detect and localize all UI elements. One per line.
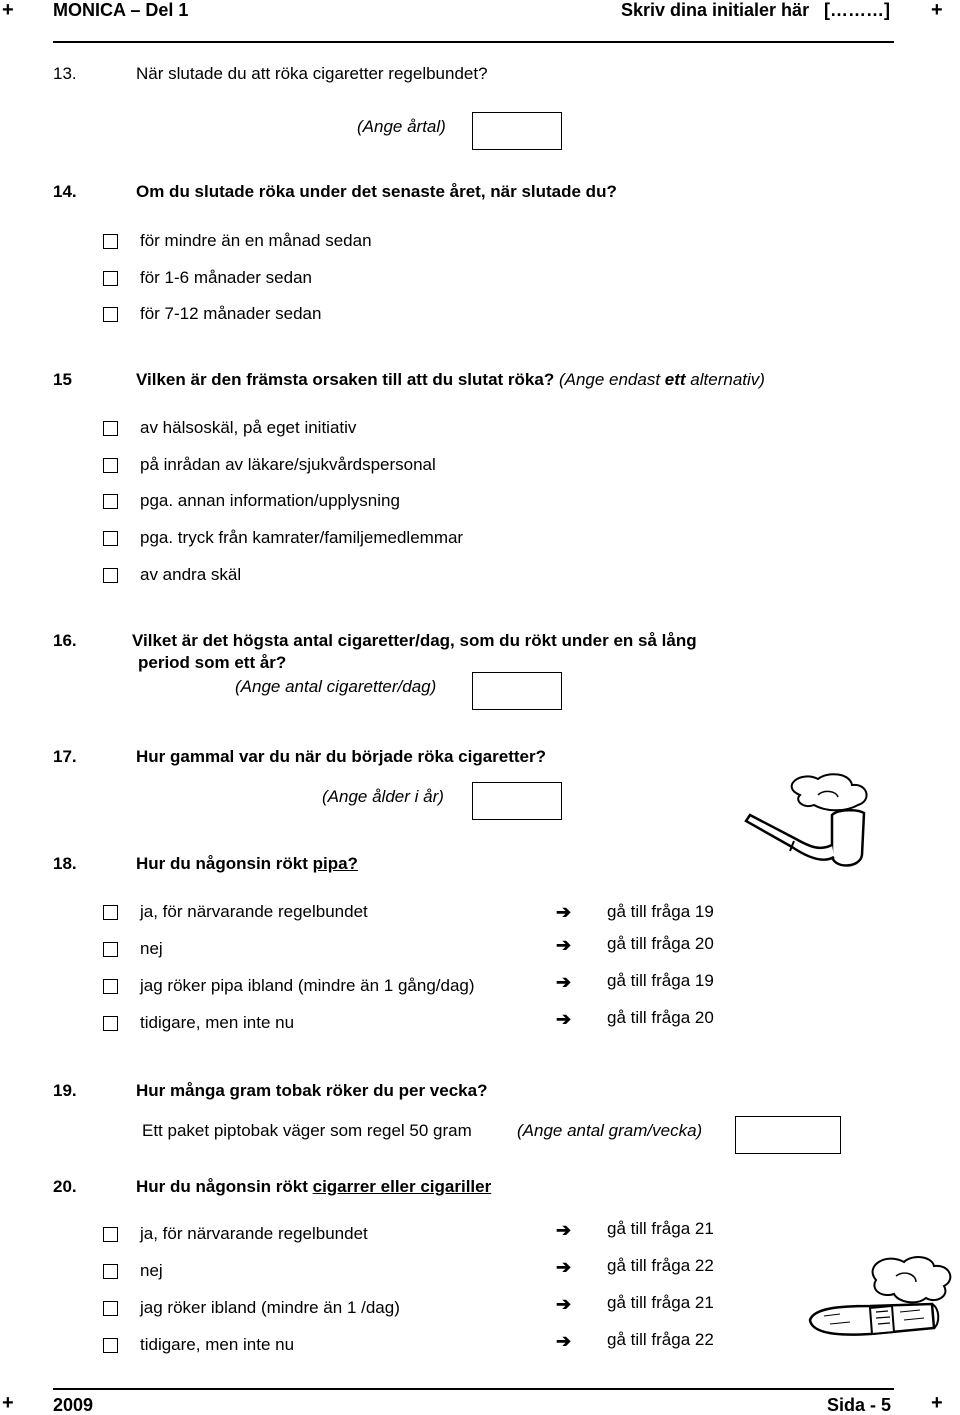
q15-checkbox-4[interactable] (103, 531, 118, 546)
arrow-right-icon: ➔ (556, 902, 572, 922)
pipe-illustration-icon (740, 765, 880, 875)
q19-text: Hur många gram tobak röker du per vecka? (136, 1081, 488, 1100)
footer-divider (53, 1388, 894, 1390)
q14-checkbox-1[interactable] (103, 234, 118, 249)
q13-text: När slutade du att röka cigaretter regelbundet? (136, 64, 488, 83)
q18-text-main: Hur du någonsin rökt (136, 854, 313, 873)
q15-checkbox-3[interactable] (103, 494, 118, 509)
q18-checkbox-1[interactable] (103, 905, 118, 920)
cigar-illustration-icon (800, 1250, 960, 1355)
q14-option-3: för 7-12 månader sedan (140, 304, 322, 323)
initials-label: Skriv dina initialer här (621, 0, 810, 20)
q13-instruction: (Ange årtal) (357, 117, 446, 136)
q18-goto-2: gå till fråga 20 (607, 934, 714, 953)
q17-age-input[interactable] (472, 782, 562, 820)
q20-option-3: jag röker ibland (mindre än 1 /dag) (140, 1298, 400, 1317)
q15-question (136, 370, 765, 390)
q18-goto-1: gå till fråga 19 (607, 902, 714, 921)
q20-text (136, 1177, 491, 1197)
q17-text: Hur gammal var du när du började röka cigaretter? (136, 747, 547, 766)
arrow-right-icon: ➔ (556, 1257, 572, 1277)
q20-text-underlined: cigarrer eller cigariller (312, 1177, 492, 1196)
q16-text-line1: Vilket är det högsta antal cigaretter/dag, som du rökt under en så lång (132, 631, 697, 650)
q19-number: 19. (53, 1081, 77, 1100)
q14-option-2: för 1-6 månader sedan (140, 268, 312, 287)
q20-option-1: ja, för närvarande regelbundet (140, 1224, 368, 1243)
q18-checkbox-4[interactable] (103, 1016, 118, 1031)
header-divider (53, 41, 894, 43)
q13-number: 13. (53, 64, 77, 83)
q15-instruction-emphasis: ett (664, 370, 686, 389)
q20-goto-4: gå till fråga 22 (607, 1330, 714, 1349)
q18-goto-3: gå till fråga 19 (607, 971, 714, 990)
q14-option-1: för mindre än en månad sedan (140, 231, 372, 250)
q20-checkbox-4[interactable] (103, 1338, 118, 1353)
q15-instruction-pre: (Ange endast (558, 370, 665, 389)
q20-checkbox-1[interactable] (103, 1227, 118, 1242)
q15-checkbox-5[interactable] (103, 568, 118, 583)
q15-option-2: på inrådan av läkare/sjukvårdspersonal (140, 455, 436, 474)
registration-mark-bottom-left: + (2, 1392, 14, 1414)
q15-option-4: pga. tryck från kamrater/familjemedlemmar (140, 528, 464, 547)
q15-option-3: pga. annan information/upplysning (140, 491, 400, 510)
arrow-right-icon: ➔ (556, 935, 572, 955)
q15-option-1: av hälsoskäl, på eget initiativ (140, 418, 357, 437)
q20-number: 20. (53, 1177, 77, 1196)
q19-note: Ett paket piptobak väger som regel 50 gram (142, 1121, 472, 1140)
q15-text: Vilken är den främsta orsaken till att du slutat röka? (136, 370, 555, 389)
arrow-right-icon: ➔ (556, 1331, 572, 1351)
q14-number: 14. (53, 182, 77, 201)
q18-checkbox-3[interactable] (103, 979, 118, 994)
q13-year-input[interactable] (472, 112, 562, 150)
q16-number: 16. (53, 631, 77, 650)
q15-instruction-post: alternativ) (685, 370, 765, 389)
footer-year: 2009 (53, 1395, 94, 1415)
q18-option-1: ja, för närvarande regelbundet (140, 902, 368, 921)
q20-checkbox-3[interactable] (103, 1301, 118, 1316)
q20-text-main: Hur du någonsin rökt (136, 1177, 313, 1196)
arrow-right-icon: ➔ (556, 1220, 572, 1240)
q15-checkbox-2[interactable] (103, 458, 118, 473)
q20-goto-2: gå till fråga 22 (607, 1256, 714, 1275)
q18-option-4: tidigare, men inte nu (140, 1013, 295, 1032)
q18-text-underlined: pipa? (312, 854, 358, 873)
q18-option-2: nej (140, 939, 163, 958)
q16-instruction: (Ange antal cigaretter/dag) (235, 677, 437, 696)
initials-field[interactable]: [………] (824, 0, 890, 20)
q18-text (136, 854, 358, 874)
arrow-right-icon: ➔ (556, 972, 572, 992)
q18-option-3: jag röker pipa ibland (mindre än 1 gång/dag) (140, 976, 475, 995)
q14-checkbox-2[interactable] (103, 271, 118, 286)
q17-number: 17. (53, 747, 77, 766)
q20-goto-1: gå till fråga 21 (607, 1219, 714, 1238)
q20-option-2: nej (140, 1261, 163, 1280)
q18-goto-4: gå till fråga 20 (607, 1008, 714, 1027)
arrow-right-icon: ➔ (556, 1009, 572, 1029)
q15-option-5: av andra skäl (140, 565, 242, 584)
header-title: MONICA – Del 1 (53, 0, 189, 20)
q18-number: 18. (53, 854, 77, 873)
q16-text-line2: period som ett år? (138, 653, 287, 672)
q17-instruction: (Ange ålder i år) (322, 787, 444, 806)
q14-text: Om du slutade röka under det senaste året, när slutade du? (136, 182, 617, 201)
q14-checkbox-3[interactable] (103, 307, 118, 322)
q20-checkbox-2[interactable] (103, 1264, 118, 1279)
q19-instruction: (Ange antal gram/vecka) (517, 1121, 703, 1140)
registration-mark-top-left: + (2, 0, 14, 21)
registration-mark-bottom-right: + (931, 1392, 943, 1414)
page-number: Sida - 5 (827, 1395, 892, 1415)
q20-goto-3: gå till fråga 21 (607, 1293, 714, 1312)
q15-checkbox-1[interactable] (103, 421, 118, 436)
q15-number: 15 (53, 370, 72, 389)
arrow-right-icon: ➔ (556, 1294, 572, 1314)
q18-checkbox-2[interactable] (103, 942, 118, 957)
q19-grams-input[interactable] (735, 1116, 841, 1154)
q20-option-4: tidigare, men inte nu (140, 1335, 295, 1354)
q16-count-input[interactable] (472, 672, 562, 710)
registration-mark-top-right: + (931, 0, 943, 21)
